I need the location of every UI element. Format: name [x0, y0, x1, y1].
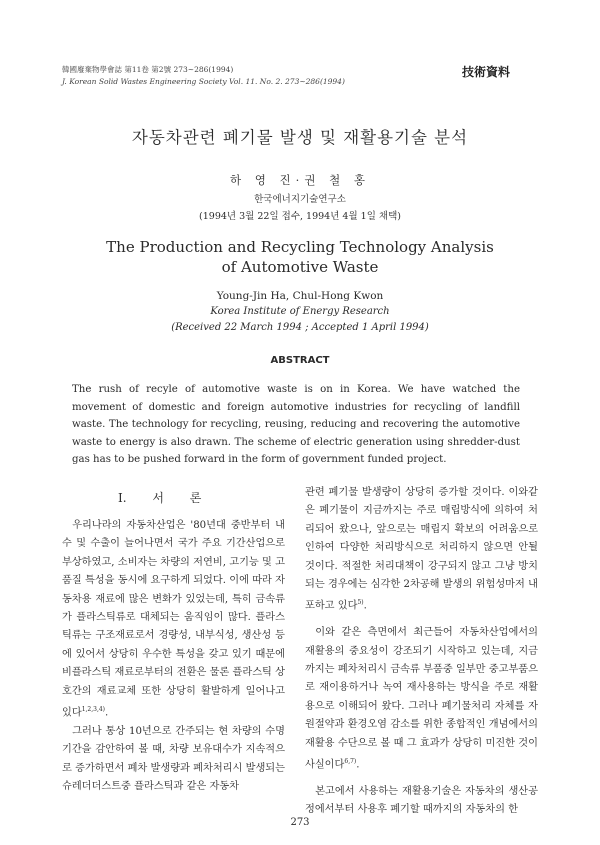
received-date-korean: (1994년 3월 22일 접수, 1994년 4월 1일 채택) [199, 211, 401, 222]
journal-name-english: J. Korean Solid Wastes Engineering Society Vol. 11. No. 2. 273~286(1994) [62, 77, 345, 86]
title-korean: 자동차관련 폐기물 발생 및 재활용기술 분석 [131, 128, 469, 147]
affiliation-korean: 한국에너지기술연구소 [254, 194, 346, 205]
paragraph: 본고에서 사용하는 재활용기술은 자동차의 생산공정에서부터 사용후 폐기할 때까지의 자동차의 한 [305, 785, 538, 816]
title-english-line-2: of Automotive Waste [221, 258, 379, 276]
section-tag: 技術資料 [461, 65, 510, 79]
abstract-heading: ABSTRACT [270, 355, 330, 366]
citation-ref: 5) [357, 599, 364, 607]
received-date-english: (Received 22 March 1994 ; Accepted 1 April 1994) [171, 322, 429, 333]
title-english-line-1: The Production and Recycling Technology Analysis [106, 238, 494, 256]
paragraph-text: 관련 폐기물 발생량이 상당히 증가할 것이다. 이와같은 폐기물이 지금까지는 주로 매립방식에 의하여 처리되어 왔으나, 앞으로는 매립지 확보의 어려움으로 인하여 다양한 처리방식으로 처리하지 않으면 안될 것이다. 적절한 처리대책이 강구되지 않고 그냥 방치되는 경우에는 심각한 2차공해 발생의 위험성마저 내포하고 있다 [305, 487, 538, 612]
body-column-left [62, 517, 285, 796]
section-heading-introduction: I. 서 론 [118, 491, 202, 505]
paragraph-end: . [356, 759, 360, 771]
abstract-text: The rush of recyle of automotive waste is on in Korea. We have watched the movement of domestic and foreign automotive industries for recycling of landfill waste. The technology for recycling, reusing, reducing and recovering the automotive waste to energy is also drawn. The scheme of electric generation using shredder-dust gas has to be pushed forward in the form of government funded project. [72, 384, 520, 465]
paragraph-end: . [105, 707, 109, 719]
body-column-right [305, 484, 538, 820]
paragraph-end: . [363, 600, 367, 612]
page-number: 273 [290, 817, 310, 828]
paragraph [305, 624, 538, 775]
authors-korean: 하 영 진·권 철 홍 [230, 173, 370, 187]
citation-ref: 6,7) [344, 758, 357, 766]
citation-ref: 1,2,3,4) [81, 706, 106, 714]
paragraph [305, 484, 538, 616]
paragraph-text: 우리나라의 자동차산업은 '80년대 중반부터 내수 및 수출이 늘어나면서 국가 주요 기간산업으로 부상하였고, 소비자는 차량의 저연비, 고기능 및 고품질 특성을 동시에 요구하게 되었다. 이에 따라 자동차용 재료에 많은 변화가 있었는데, 특히 금속류가 플라스틱류로 대체되는 움직임이 많다. 플라스틱류는 구조재료로서 경량성, 내부식성, 생산성 등에 있어서 상당히 우수한 특성을 갖고 있기 때문에 비플라스틱 재료로부터의 전환은 물론 플라스틱 상호간의 재료교체 또한 상당히 활발하게 일어나고 있다 [62, 520, 285, 719]
paragraph [62, 517, 285, 723]
paragraph: 그러나 통상 10년으로 간주되는 현 차량의 수명기간을 감안하여 볼 때, 차량 보유대수가 지속적으로 증가하면서 폐차 발생량과 폐차처리시 발생되는 슈레더더스트중 플라스틱과 같은 자동차 [62, 725, 285, 793]
affiliation-english: Korea Institute of Energy Research [210, 306, 390, 317]
authors-english: Young-Jin Ha, Chul-Hong Kwon [216, 290, 384, 302]
journal-header [62, 64, 345, 88]
title-english [0, 237, 600, 277]
paragraph-text: 이와 같은 측면에서 최근들어 자동차산업에서의 재활용의 중요성이 강조되기 시작하고 있는데, 지금까지는 폐차처리시 금속류 부품중 일부만 중고부품으로 재이용하거나 녹여 재사용하는 방식을 주로 재활용으로 이해되어 왔다. 그러나 폐기물처리 자체를 자원절약과 환경오염 감소를 위한 종합적인 개념에서의 재활용 수단으로 볼 때 그 효과가 상당히 미진한 것이 사실이다 [305, 627, 538, 771]
journal-name-korean: 韓國廢棄物學會誌 第11卷 第2號 273~286(1994) [62, 65, 234, 74]
